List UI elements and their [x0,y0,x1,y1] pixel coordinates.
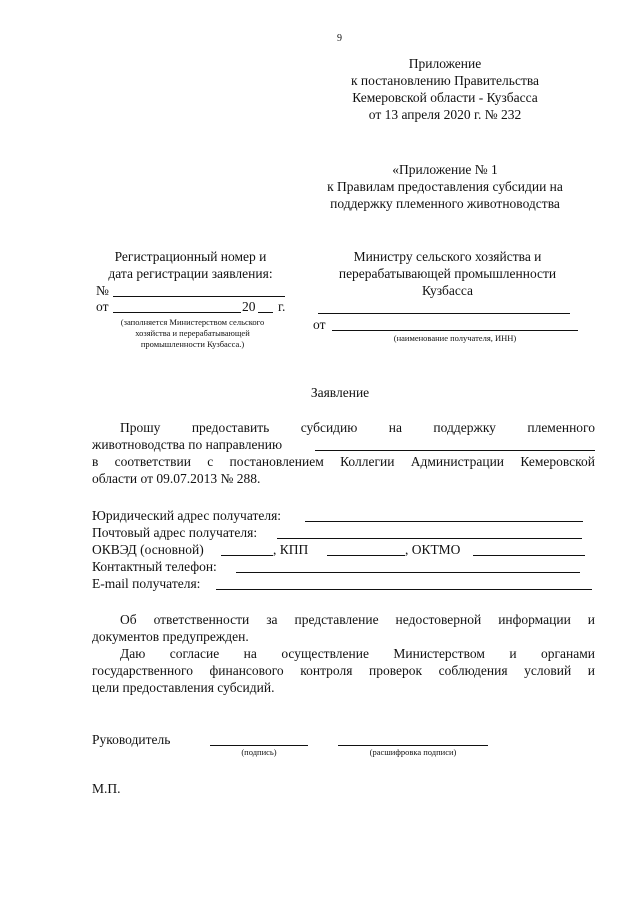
registration-number-label: № [96,283,109,298]
recipient-line2: перерабатывающей промышленности [338,266,557,281]
recipient-block [315,248,580,299]
appendix-line3: поддержку племенного животноводства [330,196,560,211]
page-number: 9 [337,33,342,44]
header-block [330,55,560,123]
legal-address-label: Юридический адрес получателя: [92,508,282,523]
okved-field[interactable] [221,555,273,556]
request-line4: области от 09.07.2013 № 288. [92,471,261,486]
legal-address-field[interactable] [305,521,583,522]
registration-note-line1: (заполняется Министерством сельского [120,317,265,327]
request-line1: Прошу предоставить субсидию на поддержку племенного [120,420,595,435]
request-direction-label: животноводства по направлению [92,437,283,452]
registration-note [100,317,285,350]
registration-year-prefix: 20 [242,299,256,314]
recipient-from-field[interactable] [332,330,578,331]
kpp-label: , КПП [273,542,309,557]
registration-year-suffix: г. [278,299,286,314]
stamp-label: М.П. [92,781,121,796]
email-label: E-mail получателя: [92,576,201,591]
consent-line2: государственного финансового контроля проверок соблюдения условий и [92,663,595,678]
signature-field[interactable] [210,745,308,746]
registration-note-line3: промышленности Кузбасса.) [140,339,245,349]
registration-note-line2: хозяйства и перерабатывающей [135,328,250,338]
header-line2: к постановлению Правительства [350,73,540,88]
consent-line1: Даю согласие на осуществление Министерством и органами [120,646,595,661]
recipient-extra-line[interactable] [318,313,570,314]
responsibility-line2: документов предупрежден. [92,629,249,644]
okved-label: ОКВЭД (основной) [92,542,204,557]
recipient-line1: Министру сельского хозяйства и [353,249,542,264]
registration-date-label: от [96,299,109,314]
phone-field[interactable] [236,572,580,573]
registration-year-field[interactable] [258,312,273,313]
phone-label: Контактный телефон: [92,559,217,574]
kpp-field[interactable] [327,555,405,556]
email-field[interactable] [216,589,592,590]
signature-decode-note: (расшифровка подписи) [369,747,457,757]
recipient-from-label: от [313,317,326,332]
appendix-block [300,161,590,212]
header-line1: Приложение [408,56,482,71]
signature-note: (подпись) [241,747,277,757]
registration-number-field[interactable] [113,296,285,297]
header-line4: от 13 апреля 2020 г. № 232 [368,107,522,122]
registration-title-line1: Регистрационный номер и [114,249,267,264]
registration-title [88,248,293,282]
request-direction-field[interactable] [315,450,595,451]
recipient-line3: Кузбасса [421,283,474,298]
signature-role: Руководитель [92,732,171,747]
request-line3: в соответствии с постановлением Коллегии Администрации Кемеровской [92,454,595,469]
recipient-from-note: (наименование получателя, ИНН) [393,333,517,343]
consent-line3: цели предоставления субсидий. [92,680,275,695]
oktmo-field[interactable] [473,555,585,556]
registration-title-line2: дата регистрации заявления: [108,266,273,281]
document-title: Заявление [310,385,370,400]
responsibility-line1: Об ответственности за представление недостоверной информации и [120,612,595,627]
appendix-line2: к Правилам предоставления субсидии на [327,179,563,194]
oktmo-label: , ОКТМО [405,542,461,557]
registration-date-field[interactable] [113,312,241,313]
signature-decode-field[interactable] [338,745,488,746]
header-line3: Кемеровской области - Кузбасса [352,90,538,105]
postal-address-field[interactable] [277,538,582,539]
appendix-line1: «Приложение № 1 [392,162,498,177]
postal-address-label: Почтовый адрес получателя: [92,525,258,540]
